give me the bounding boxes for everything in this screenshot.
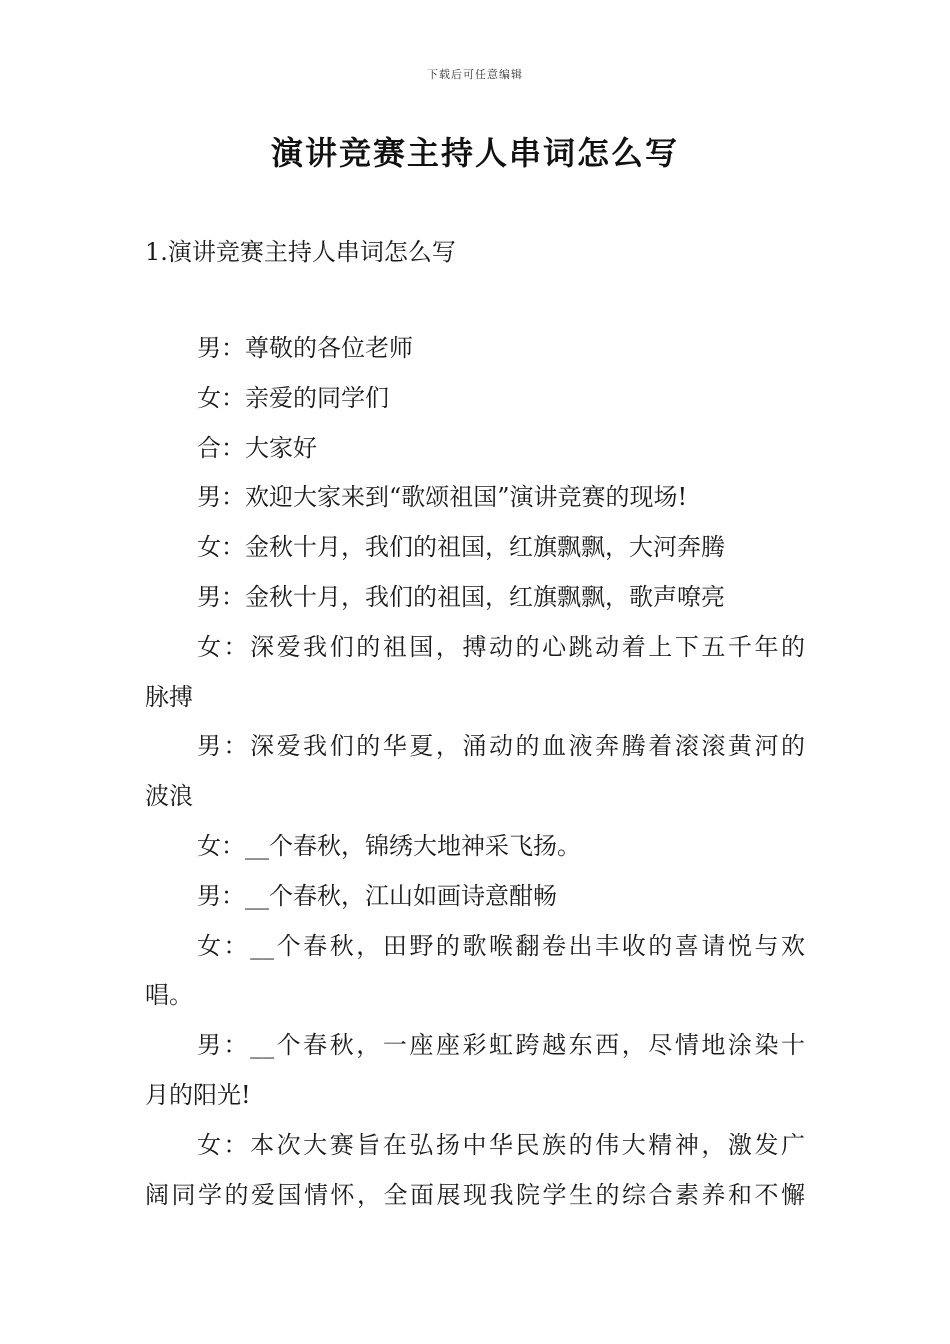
dialogue-line: 女：金秋十月，我们的祖国，红旗飘飘，大河奔腾: [197, 533, 725, 562]
document-title: 演讲竞赛主持人串词怎么写: [270, 134, 679, 172]
dialogue-body: [145, 324, 805, 1220]
dialogue-line: 男：__个春秋，一座座彩虹跨越东西，尽情地涂染十: [197, 1031, 805, 1060]
dialogue-line-continued: 波浪: [145, 782, 193, 811]
dialogue-line: 女：__个春秋，田野的歌喉翻卷出丰收的喜请悦与欢: [197, 931, 805, 960]
dialogue-line-continued: 阔同学的爱国情怀，全面展现我院学生的综合素养和不懈: [145, 1180, 805, 1209]
section-heading: 1.演讲竞赛主持人串词怎么写: [145, 238, 456, 266]
dialogue-line: 女：深爱我们的祖国，搏动的心跳动着上下五千年的: [197, 632, 805, 661]
dialogue-line: 男：欢迎大家来到“歌颂祖国”演讲竞赛的现场!: [197, 483, 688, 512]
dialogue-line: 合：大家好: [197, 433, 317, 462]
dialogue-line: 男：深爱我们的华夏，涌动的血液奔腾着滚滚黄河的: [197, 732, 805, 761]
dialogue-line-continued: 月的阳光!: [145, 1080, 251, 1109]
header-note: 下载后可任意编辑: [427, 68, 523, 81]
dialogue-line: 男：金秋十月，我们的祖国，红旗飘飘，歌声嘹亮: [197, 582, 725, 611]
dialogue-line: 女：本次大赛旨在弘扬中华民族的伟大精神，激发广: [197, 1130, 805, 1159]
dialogue-line: 女：__个春秋，锦绣大地神采飞扬。: [197, 831, 581, 860]
dialogue-line-continued: 脉搏: [145, 682, 193, 711]
dialogue-line-continued: 唱。: [145, 981, 193, 1010]
dialogue-line: 男：__个春秋，江山如画诗意酣畅: [197, 881, 557, 910]
dialogue-line: 女：亲爱的同学们: [197, 383, 389, 412]
dialogue-line: 男：尊敬的各位老师: [197, 334, 413, 362]
